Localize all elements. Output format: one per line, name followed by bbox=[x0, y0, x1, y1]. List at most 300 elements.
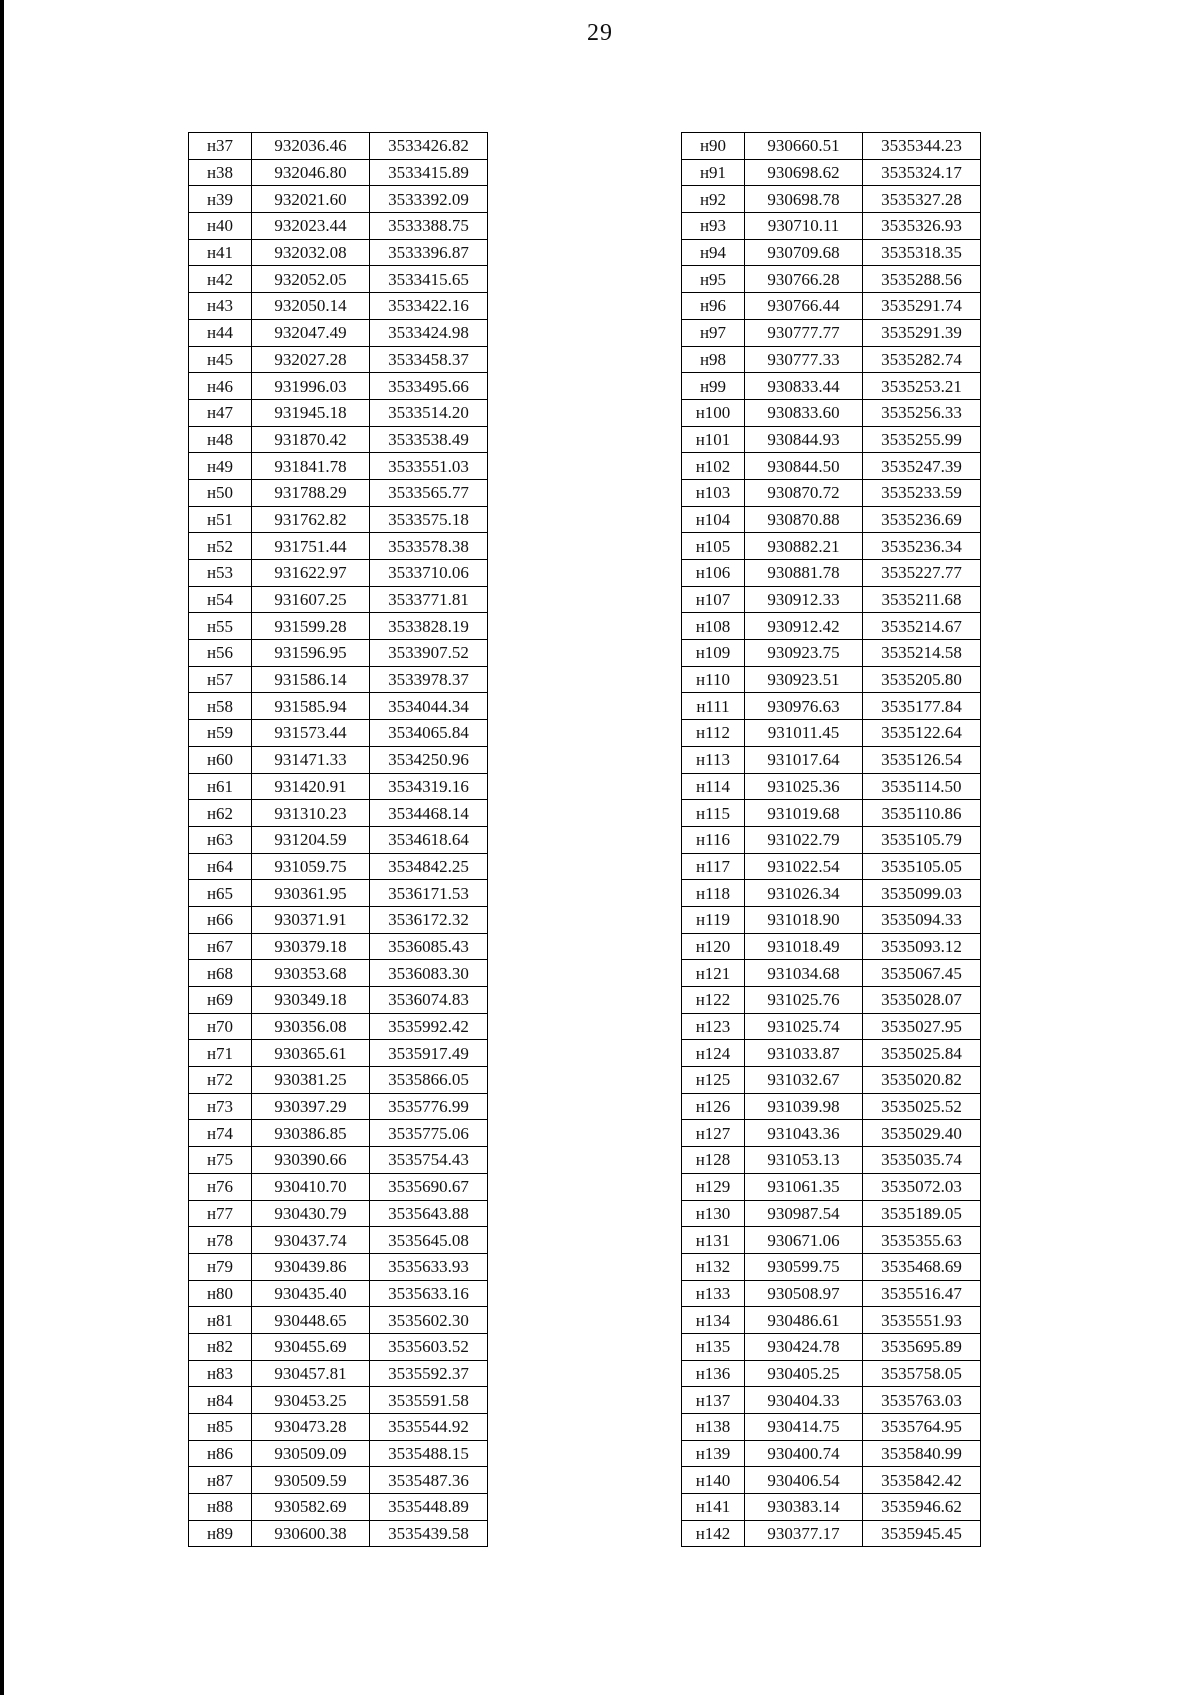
table-row bbox=[682, 1040, 981, 1067]
y-coordinate-cell: 3535633.16 bbox=[370, 1280, 488, 1307]
point-id-cell: н83 bbox=[189, 1360, 252, 1387]
y-coordinate-cell: 3535025.84 bbox=[863, 1040, 981, 1067]
y-coordinate-cell: 3535227.77 bbox=[863, 560, 981, 587]
x-coordinate-cell: 930508.97 bbox=[745, 1280, 863, 1307]
page-left-edge bbox=[0, 0, 4, 1695]
table-row bbox=[189, 346, 488, 373]
y-coordinate-cell: 3535763.03 bbox=[863, 1387, 981, 1414]
y-coordinate-cell: 3535344.23 bbox=[863, 133, 981, 160]
point-id-cell: н101 bbox=[682, 426, 745, 453]
point-id-cell: н93 bbox=[682, 213, 745, 240]
table-row bbox=[682, 506, 981, 533]
table-row bbox=[682, 399, 981, 426]
y-coordinate-cell: 3535591.58 bbox=[370, 1387, 488, 1414]
y-coordinate-cell: 3535468.69 bbox=[863, 1253, 981, 1280]
x-coordinate-cell: 931025.74 bbox=[745, 1013, 863, 1040]
x-coordinate-cell: 930400.74 bbox=[745, 1440, 863, 1467]
point-id-cell: н62 bbox=[189, 800, 252, 827]
table-row bbox=[682, 1333, 981, 1360]
table-row bbox=[682, 1120, 981, 1147]
point-id-cell: н71 bbox=[189, 1040, 252, 1067]
table-row bbox=[189, 1333, 488, 1360]
x-coordinate-cell: 930371.91 bbox=[252, 906, 370, 933]
point-id-cell: н106 bbox=[682, 560, 745, 587]
point-id-cell: н74 bbox=[189, 1120, 252, 1147]
y-coordinate-cell: 3533458.37 bbox=[370, 346, 488, 373]
y-coordinate-cell: 3535236.34 bbox=[863, 533, 981, 560]
x-coordinate-cell: 932023.44 bbox=[252, 213, 370, 240]
y-coordinate-cell: 3533578.38 bbox=[370, 533, 488, 560]
table-row bbox=[189, 1467, 488, 1494]
y-coordinate-cell: 3535448.89 bbox=[370, 1494, 488, 1521]
y-coordinate-cell: 3535327.28 bbox=[863, 186, 981, 213]
x-coordinate-cell: 931033.87 bbox=[745, 1040, 863, 1067]
x-coordinate-cell: 931017.64 bbox=[745, 746, 863, 773]
y-coordinate-cell: 3535114.50 bbox=[863, 773, 981, 800]
table-row bbox=[189, 933, 488, 960]
point-id-cell: н127 bbox=[682, 1120, 745, 1147]
point-id-cell: н126 bbox=[682, 1093, 745, 1120]
x-coordinate-cell: 931011.45 bbox=[745, 720, 863, 747]
point-id-cell: н120 bbox=[682, 933, 745, 960]
x-coordinate-cell: 931025.36 bbox=[745, 773, 863, 800]
x-coordinate-cell: 931788.29 bbox=[252, 479, 370, 506]
point-id-cell: н125 bbox=[682, 1067, 745, 1094]
point-id-cell: н50 bbox=[189, 479, 252, 506]
table-row bbox=[189, 533, 488, 560]
table-row bbox=[682, 1360, 981, 1387]
x-coordinate-cell: 930766.28 bbox=[745, 266, 863, 293]
y-coordinate-cell: 3535211.68 bbox=[863, 586, 981, 613]
x-coordinate-cell: 931019.68 bbox=[745, 800, 863, 827]
table-row bbox=[682, 1067, 981, 1094]
point-id-cell: н95 bbox=[682, 266, 745, 293]
table-row bbox=[189, 773, 488, 800]
point-id-cell: н43 bbox=[189, 293, 252, 320]
x-coordinate-cell: 930390.66 bbox=[252, 1147, 370, 1174]
y-coordinate-cell: 3535099.03 bbox=[863, 880, 981, 907]
y-coordinate-cell: 3534065.84 bbox=[370, 720, 488, 747]
x-coordinate-cell: 930379.18 bbox=[252, 933, 370, 960]
table-row bbox=[682, 1173, 981, 1200]
table-row bbox=[189, 613, 488, 640]
page-number: 29 bbox=[587, 20, 613, 46]
y-coordinate-cell: 3533907.52 bbox=[370, 640, 488, 667]
y-coordinate-cell: 3535291.74 bbox=[863, 293, 981, 320]
point-id-cell: н88 bbox=[189, 1494, 252, 1521]
point-id-cell: н123 bbox=[682, 1013, 745, 1040]
table-row bbox=[189, 666, 488, 693]
point-id-cell: н60 bbox=[189, 746, 252, 773]
y-coordinate-cell: 3535551.93 bbox=[863, 1307, 981, 1334]
point-id-cell: н57 bbox=[189, 666, 252, 693]
y-coordinate-cell: 3536085.43 bbox=[370, 933, 488, 960]
y-coordinate-cell: 3535020.82 bbox=[863, 1067, 981, 1094]
coordinates-table-left bbox=[188, 132, 488, 1547]
x-coordinate-cell: 930404.33 bbox=[745, 1387, 863, 1414]
table-row bbox=[189, 1520, 488, 1547]
x-coordinate-cell: 930710.11 bbox=[745, 213, 863, 240]
y-coordinate-cell: 3534842.25 bbox=[370, 853, 488, 880]
y-coordinate-cell: 3535110.86 bbox=[863, 800, 981, 827]
point-id-cell: н139 bbox=[682, 1440, 745, 1467]
point-id-cell: н114 bbox=[682, 773, 745, 800]
table-row bbox=[682, 266, 981, 293]
point-id-cell: н98 bbox=[682, 346, 745, 373]
table-row bbox=[189, 213, 488, 240]
point-id-cell: н45 bbox=[189, 346, 252, 373]
x-coordinate-cell: 930882.21 bbox=[745, 533, 863, 560]
table-row bbox=[189, 1173, 488, 1200]
point-id-cell: н128 bbox=[682, 1147, 745, 1174]
y-coordinate-cell: 3535326.93 bbox=[863, 213, 981, 240]
x-coordinate-cell: 930766.44 bbox=[745, 293, 863, 320]
x-coordinate-cell: 930361.95 bbox=[252, 880, 370, 907]
y-coordinate-cell: 3535105.05 bbox=[863, 853, 981, 880]
x-coordinate-cell: 931599.28 bbox=[252, 613, 370, 640]
x-coordinate-cell: 931018.49 bbox=[745, 933, 863, 960]
point-id-cell: н41 bbox=[189, 239, 252, 266]
y-coordinate-cell: 3535288.56 bbox=[863, 266, 981, 293]
x-coordinate-cell: 930410.70 bbox=[252, 1173, 370, 1200]
point-id-cell: н82 bbox=[189, 1333, 252, 1360]
point-id-cell: н121 bbox=[682, 960, 745, 987]
x-coordinate-cell: 930987.54 bbox=[745, 1200, 863, 1227]
point-id-cell: н70 bbox=[189, 1013, 252, 1040]
x-coordinate-cell: 930660.51 bbox=[745, 133, 863, 160]
table-row bbox=[682, 533, 981, 560]
y-coordinate-cell: 3533710.06 bbox=[370, 560, 488, 587]
y-coordinate-cell: 3535992.42 bbox=[370, 1013, 488, 1040]
table-row bbox=[189, 880, 488, 907]
point-id-cell: н103 bbox=[682, 479, 745, 506]
y-coordinate-cell: 3535775.06 bbox=[370, 1120, 488, 1147]
x-coordinate-cell: 932047.49 bbox=[252, 319, 370, 346]
x-coordinate-cell: 931596.95 bbox=[252, 640, 370, 667]
point-id-cell: н137 bbox=[682, 1387, 745, 1414]
point-id-cell: н80 bbox=[189, 1280, 252, 1307]
y-coordinate-cell: 3535946.62 bbox=[863, 1494, 981, 1521]
table-row bbox=[189, 746, 488, 773]
point-id-cell: н42 bbox=[189, 266, 252, 293]
table-row bbox=[682, 773, 981, 800]
y-coordinate-cell: 3535840.99 bbox=[863, 1440, 981, 1467]
table-row bbox=[682, 693, 981, 720]
y-coordinate-cell: 3535866.05 bbox=[370, 1067, 488, 1094]
point-id-cell: н104 bbox=[682, 506, 745, 533]
x-coordinate-cell: 930509.59 bbox=[252, 1467, 370, 1494]
table-row bbox=[189, 693, 488, 720]
point-id-cell: н73 bbox=[189, 1093, 252, 1120]
table-row bbox=[682, 479, 981, 506]
y-coordinate-cell: 3535205.80 bbox=[863, 666, 981, 693]
y-coordinate-cell: 3533575.18 bbox=[370, 506, 488, 533]
y-coordinate-cell: 3535027.95 bbox=[863, 1013, 981, 1040]
y-coordinate-cell: 3535842.42 bbox=[863, 1467, 981, 1494]
x-coordinate-cell: 930439.86 bbox=[252, 1253, 370, 1280]
table-row bbox=[189, 1440, 488, 1467]
point-id-cell: н134 bbox=[682, 1307, 745, 1334]
point-id-cell: н109 bbox=[682, 640, 745, 667]
y-coordinate-cell: 3535355.63 bbox=[863, 1227, 981, 1254]
coordinates-table-right bbox=[681, 132, 981, 1547]
point-id-cell: н37 bbox=[189, 133, 252, 160]
y-coordinate-cell: 3535592.37 bbox=[370, 1360, 488, 1387]
x-coordinate-cell: 930582.69 bbox=[252, 1494, 370, 1521]
x-coordinate-cell: 930405.25 bbox=[745, 1360, 863, 1387]
table-row bbox=[682, 1147, 981, 1174]
point-id-cell: н58 bbox=[189, 693, 252, 720]
point-id-cell: н38 bbox=[189, 159, 252, 186]
y-coordinate-cell: 3535255.99 bbox=[863, 426, 981, 453]
table-row bbox=[682, 1520, 981, 1547]
table-row bbox=[682, 159, 981, 186]
point-id-cell: н79 bbox=[189, 1253, 252, 1280]
point-id-cell: н124 bbox=[682, 1040, 745, 1067]
y-coordinate-cell: 3535035.74 bbox=[863, 1147, 981, 1174]
table-row bbox=[189, 586, 488, 613]
point-id-cell: н48 bbox=[189, 426, 252, 453]
x-coordinate-cell: 930377.17 bbox=[745, 1520, 863, 1547]
y-coordinate-cell: 3535695.89 bbox=[863, 1333, 981, 1360]
x-coordinate-cell: 931420.91 bbox=[252, 773, 370, 800]
table-row bbox=[189, 826, 488, 853]
point-id-cell: н75 bbox=[189, 1147, 252, 1174]
point-id-cell: н51 bbox=[189, 506, 252, 533]
point-id-cell: н142 bbox=[682, 1520, 745, 1547]
x-coordinate-cell: 931059.75 bbox=[252, 853, 370, 880]
y-coordinate-cell: 3535105.79 bbox=[863, 826, 981, 853]
y-coordinate-cell: 3535602.30 bbox=[370, 1307, 488, 1334]
x-coordinate-cell: 930600.38 bbox=[252, 1520, 370, 1547]
table-row bbox=[189, 133, 488, 160]
y-coordinate-cell: 3534319.16 bbox=[370, 773, 488, 800]
y-coordinate-cell: 3535282.74 bbox=[863, 346, 981, 373]
table-row bbox=[682, 826, 981, 853]
point-id-cell: н78 bbox=[189, 1227, 252, 1254]
point-id-cell: н112 bbox=[682, 720, 745, 747]
point-id-cell: н117 bbox=[682, 853, 745, 880]
point-id-cell: н133 bbox=[682, 1280, 745, 1307]
y-coordinate-cell: 3535072.03 bbox=[863, 1173, 981, 1200]
x-coordinate-cell: 931039.98 bbox=[745, 1093, 863, 1120]
y-coordinate-cell: 3535754.43 bbox=[370, 1147, 488, 1174]
table-row bbox=[189, 1227, 488, 1254]
table-row bbox=[189, 1387, 488, 1414]
x-coordinate-cell: 930923.75 bbox=[745, 640, 863, 667]
point-id-cell: н72 bbox=[189, 1067, 252, 1094]
x-coordinate-cell: 931585.94 bbox=[252, 693, 370, 720]
table-row bbox=[189, 319, 488, 346]
x-coordinate-cell: 930353.68 bbox=[252, 960, 370, 987]
y-coordinate-cell: 3535516.47 bbox=[863, 1280, 981, 1307]
x-coordinate-cell: 930509.09 bbox=[252, 1440, 370, 1467]
y-coordinate-cell: 3535324.17 bbox=[863, 159, 981, 186]
x-coordinate-cell: 930424.78 bbox=[745, 1333, 863, 1360]
point-id-cell: н100 bbox=[682, 399, 745, 426]
y-coordinate-cell: 3534618.64 bbox=[370, 826, 488, 853]
x-coordinate-cell: 932046.80 bbox=[252, 159, 370, 186]
x-coordinate-cell: 932021.60 bbox=[252, 186, 370, 213]
point-id-cell: н84 bbox=[189, 1387, 252, 1414]
point-id-cell: н97 bbox=[682, 319, 745, 346]
y-coordinate-cell: 3535917.49 bbox=[370, 1040, 488, 1067]
table-row bbox=[189, 1414, 488, 1441]
point-id-cell: н49 bbox=[189, 453, 252, 480]
x-coordinate-cell: 930777.77 bbox=[745, 319, 863, 346]
y-coordinate-cell: 3535776.99 bbox=[370, 1093, 488, 1120]
table-row bbox=[682, 426, 981, 453]
x-coordinate-cell: 931022.54 bbox=[745, 853, 863, 880]
y-coordinate-cell: 3535067.45 bbox=[863, 960, 981, 987]
y-coordinate-cell: 3535214.58 bbox=[863, 640, 981, 667]
x-coordinate-cell: 931025.76 bbox=[745, 987, 863, 1014]
point-id-cell: н39 bbox=[189, 186, 252, 213]
y-coordinate-cell: 3535488.15 bbox=[370, 1440, 488, 1467]
point-id-cell: н129 bbox=[682, 1173, 745, 1200]
x-coordinate-cell: 931471.33 bbox=[252, 746, 370, 773]
y-coordinate-cell: 3534044.34 bbox=[370, 693, 488, 720]
y-coordinate-cell: 3535177.84 bbox=[863, 693, 981, 720]
y-coordinate-cell: 3535690.67 bbox=[370, 1173, 488, 1200]
x-coordinate-cell: 930383.14 bbox=[745, 1494, 863, 1521]
point-id-cell: н44 bbox=[189, 319, 252, 346]
y-coordinate-cell: 3535029.40 bbox=[863, 1120, 981, 1147]
x-coordinate-cell: 930833.60 bbox=[745, 399, 863, 426]
point-id-cell: н96 bbox=[682, 293, 745, 320]
table-row bbox=[189, 426, 488, 453]
y-coordinate-cell: 3533392.09 bbox=[370, 186, 488, 213]
point-id-cell: н64 bbox=[189, 853, 252, 880]
table-row bbox=[189, 1120, 488, 1147]
y-coordinate-cell: 3535253.21 bbox=[863, 373, 981, 400]
x-coordinate-cell: 930923.51 bbox=[745, 666, 863, 693]
x-coordinate-cell: 930599.75 bbox=[745, 1253, 863, 1280]
table-row bbox=[682, 933, 981, 960]
point-id-cell: н86 bbox=[189, 1440, 252, 1467]
point-id-cell: н108 bbox=[682, 613, 745, 640]
table-row bbox=[682, 213, 981, 240]
table-row bbox=[189, 1067, 488, 1094]
point-id-cell: н69 bbox=[189, 987, 252, 1014]
point-id-cell: н99 bbox=[682, 373, 745, 400]
y-coordinate-cell: 3533551.03 bbox=[370, 453, 488, 480]
x-coordinate-cell: 931032.67 bbox=[745, 1067, 863, 1094]
x-coordinate-cell: 930976.63 bbox=[745, 693, 863, 720]
y-coordinate-cell: 3534250.96 bbox=[370, 746, 488, 773]
x-coordinate-cell: 931204.59 bbox=[252, 826, 370, 853]
table-row bbox=[189, 1040, 488, 1067]
y-coordinate-cell: 3533514.20 bbox=[370, 399, 488, 426]
point-id-cell: н61 bbox=[189, 773, 252, 800]
table-row bbox=[682, 746, 981, 773]
point-id-cell: н76 bbox=[189, 1173, 252, 1200]
y-coordinate-cell: 3536172.32 bbox=[370, 906, 488, 933]
y-coordinate-cell: 3533424.98 bbox=[370, 319, 488, 346]
x-coordinate-cell: 930486.61 bbox=[745, 1307, 863, 1334]
table-row bbox=[682, 239, 981, 266]
x-coordinate-cell: 931762.82 bbox=[252, 506, 370, 533]
table-row bbox=[189, 1093, 488, 1120]
point-id-cell: н85 bbox=[189, 1414, 252, 1441]
y-coordinate-cell: 3536083.30 bbox=[370, 960, 488, 987]
point-id-cell: н118 bbox=[682, 880, 745, 907]
table-row bbox=[682, 853, 981, 880]
x-coordinate-cell: 931586.14 bbox=[252, 666, 370, 693]
table-row bbox=[189, 960, 488, 987]
table-row bbox=[189, 266, 488, 293]
x-coordinate-cell: 930448.65 bbox=[252, 1307, 370, 1334]
x-coordinate-cell: 930473.28 bbox=[252, 1414, 370, 1441]
table-row bbox=[189, 1494, 488, 1521]
point-id-cell: н111 bbox=[682, 693, 745, 720]
y-coordinate-cell: 3535544.92 bbox=[370, 1414, 488, 1441]
x-coordinate-cell: 930709.68 bbox=[745, 239, 863, 266]
table-row bbox=[189, 506, 488, 533]
point-id-cell: н105 bbox=[682, 533, 745, 560]
point-id-cell: н94 bbox=[682, 239, 745, 266]
table-row bbox=[682, 1414, 981, 1441]
y-coordinate-cell: 3535247.39 bbox=[863, 453, 981, 480]
point-id-cell: н53 bbox=[189, 560, 252, 587]
x-coordinate-cell: 930365.61 bbox=[252, 1040, 370, 1067]
y-coordinate-cell: 3535291.39 bbox=[863, 319, 981, 346]
y-coordinate-cell: 3535256.33 bbox=[863, 399, 981, 426]
point-id-cell: н92 bbox=[682, 186, 745, 213]
table-row bbox=[682, 453, 981, 480]
x-coordinate-cell: 930912.42 bbox=[745, 613, 863, 640]
table-row bbox=[189, 720, 488, 747]
point-id-cell: н102 bbox=[682, 453, 745, 480]
y-coordinate-cell: 3535645.08 bbox=[370, 1227, 488, 1254]
x-coordinate-cell: 930844.50 bbox=[745, 453, 863, 480]
x-coordinate-cell: 931996.03 bbox=[252, 373, 370, 400]
y-coordinate-cell: 3535318.35 bbox=[863, 239, 981, 266]
x-coordinate-cell: 930881.78 bbox=[745, 560, 863, 587]
point-id-cell: н115 bbox=[682, 800, 745, 827]
table-row bbox=[189, 1360, 488, 1387]
point-id-cell: н113 bbox=[682, 746, 745, 773]
x-coordinate-cell: 931034.68 bbox=[745, 960, 863, 987]
x-coordinate-cell: 930777.33 bbox=[745, 346, 863, 373]
y-coordinate-cell: 3535028.07 bbox=[863, 987, 981, 1014]
x-coordinate-cell: 930349.18 bbox=[252, 987, 370, 1014]
x-coordinate-cell: 932050.14 bbox=[252, 293, 370, 320]
y-coordinate-cell: 3535603.52 bbox=[370, 1333, 488, 1360]
y-coordinate-cell: 3535236.69 bbox=[863, 506, 981, 533]
y-coordinate-cell: 3535214.67 bbox=[863, 613, 981, 640]
x-coordinate-cell: 932052.05 bbox=[252, 266, 370, 293]
y-coordinate-cell: 3535945.45 bbox=[863, 1520, 981, 1547]
table-row bbox=[189, 560, 488, 587]
table-row bbox=[189, 1200, 488, 1227]
table-row bbox=[682, 800, 981, 827]
table-row bbox=[682, 346, 981, 373]
table-row bbox=[682, 560, 981, 587]
x-coordinate-cell: 930414.75 bbox=[745, 1414, 863, 1441]
y-coordinate-cell: 3535233.59 bbox=[863, 479, 981, 506]
y-coordinate-cell: 3535758.05 bbox=[863, 1360, 981, 1387]
y-coordinate-cell: 3533396.87 bbox=[370, 239, 488, 266]
y-coordinate-cell: 3535633.93 bbox=[370, 1253, 488, 1280]
x-coordinate-cell: 930437.74 bbox=[252, 1227, 370, 1254]
table-row bbox=[682, 586, 981, 613]
table-row bbox=[189, 453, 488, 480]
table-row bbox=[189, 373, 488, 400]
table-row bbox=[189, 1147, 488, 1174]
table-row bbox=[682, 1440, 981, 1467]
table-row bbox=[682, 720, 981, 747]
